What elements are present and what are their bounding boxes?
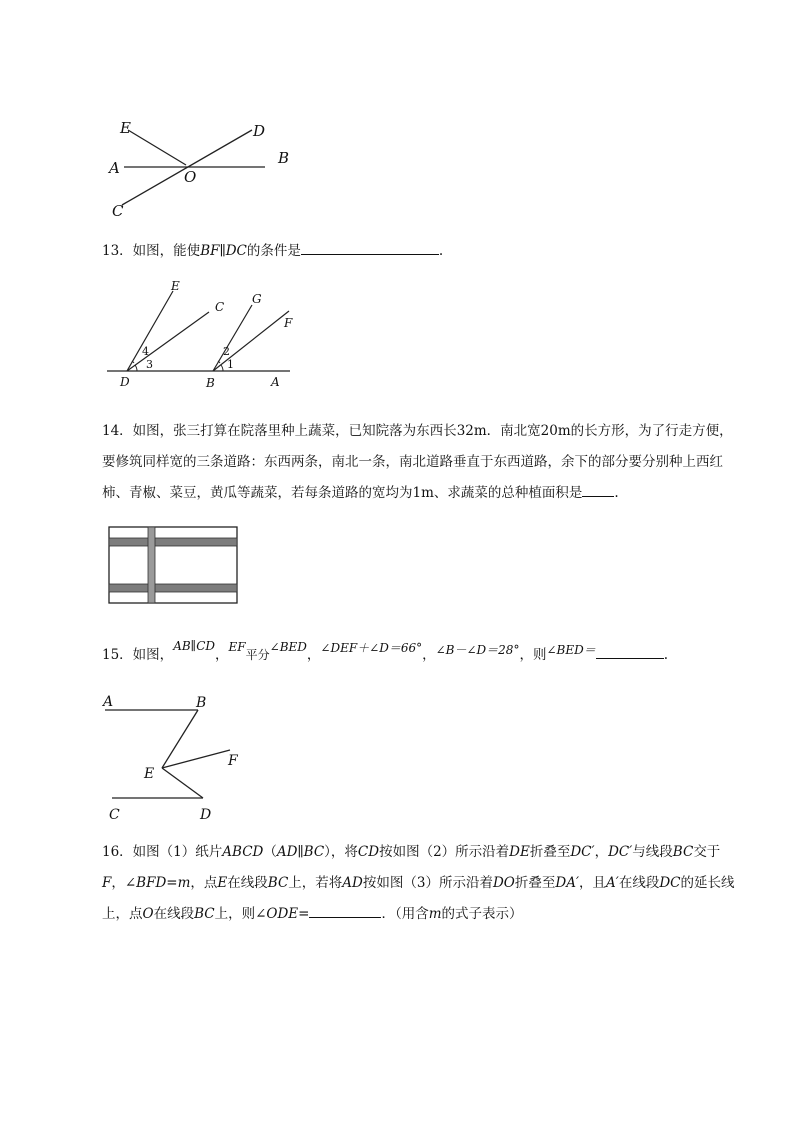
q15-sep-1: ，: [215, 647, 229, 663]
q16-bc-2: BC: [267, 875, 289, 891]
label-o: O: [184, 168, 197, 186]
q16-f: F: [102, 875, 112, 891]
q13-suffix: 的条件是: [246, 243, 301, 259]
q16-e: E: [217, 875, 228, 891]
q14-text-4: 、求蔬菜的总种植面积是: [433, 485, 583, 501]
q14-text-1: 14．如图，张三打算在院落里种上蔬菜，已知院落为东西长: [102, 423, 457, 439]
road-east-west-bottom: [109, 584, 237, 592]
q16-de: DE: [509, 844, 530, 860]
q16-p17: 的延长线上，点: [102, 875, 735, 922]
q15-parallel-condition: AB∥CD: [173, 639, 216, 653]
q16-ad: AD: [342, 875, 363, 891]
label-f: F: [284, 316, 293, 330]
q15-angle-bed: ∠BED: [269, 640, 307, 654]
rays-svg: [105, 275, 305, 395]
q15-target-angle: ∠BED＝: [546, 643, 596, 657]
q16-p15: ，且: [579, 875, 607, 891]
road-east-west-top: [109, 538, 237, 546]
ray-bf: [213, 311, 289, 371]
label-b: B: [278, 149, 290, 167]
label-e: E: [144, 766, 155, 782]
label-d: D: [253, 122, 266, 140]
question-16: [102, 837, 742, 930]
q16-a-prime: A′: [606, 875, 619, 891]
answer-blank-16[interactable]: [309, 903, 381, 918]
label-d: D: [120, 375, 130, 389]
q15-sep-3: ，: [422, 647, 436, 663]
q15-condition-sum: ∠DEF＋∠D＝66°: [320, 641, 423, 655]
q15-condition-diff: ∠B－∠D＝28°: [435, 643, 520, 657]
road-north-south: [148, 527, 155, 603]
answer-blank-15[interactable]: [596, 644, 664, 659]
label-c: C: [109, 807, 120, 823]
q16-p3: ），将: [324, 844, 358, 860]
q16-bc-1: BC: [672, 844, 694, 860]
q15-ef: EF: [228, 640, 246, 654]
figure-intersecting-lines: [100, 115, 300, 225]
q16-p9: ，: [111, 875, 125, 891]
figure-garden-roads: [108, 526, 240, 606]
intersecting-lines-svg: [100, 115, 300, 225]
answer-blank-13[interactable]: [301, 240, 439, 255]
label-d: D: [200, 807, 212, 823]
q16-dc-3: DC: [659, 875, 681, 891]
q13-end: .: [438, 243, 444, 259]
q16-p7: 与线段: [632, 844, 673, 860]
q16-dc-prime-2: DC′: [608, 844, 633, 860]
figure-rays: [105, 275, 305, 395]
garden-svg: [108, 526, 240, 606]
ray-dc: [127, 312, 209, 371]
question-13: [102, 236, 742, 267]
q16-p16: 在线段: [618, 875, 660, 891]
line-eo: [128, 130, 186, 165]
q16-p18: 在线段: [153, 906, 195, 922]
q16-ad-parallel-bc: AD∥BC: [276, 844, 325, 860]
q16-p4: 按如图（2）所示沿着: [379, 844, 510, 860]
label-a: A: [103, 694, 114, 710]
q16-p13: 按如图（3）所示沿着: [362, 875, 493, 891]
q16-p1: 16．如图（1）纸片: [102, 844, 223, 860]
q15-end: .: [663, 647, 669, 663]
q16-p2: （: [263, 844, 277, 860]
q15-sep-4: ，则: [519, 647, 547, 663]
q16-o: O: [142, 906, 154, 922]
angle-arc-1: [221, 365, 223, 371]
label-e: E: [120, 119, 131, 137]
answer-blank-14[interactable]: [582, 482, 614, 497]
q16-p20: ．（用含: [381, 906, 429, 922]
label-c: C: [215, 300, 225, 314]
q14-width: 20m: [540, 423, 571, 439]
label-a: A: [109, 159, 120, 177]
q16-do: DO: [492, 875, 515, 891]
q16-p8: 交于: [693, 844, 721, 860]
label-b: B: [196, 695, 207, 711]
q14-text-3: 的长方形，为了行走方便，要修筑同样宽的三条道路：东西两条，南北一条，南北道路垂直于东西道路，余下的部分要分别种上西红柿、青椒、菜豆，黄瓜等蔬菜，若每条道路的宽均为: [102, 423, 733, 501]
q15-sep-2: ，: [306, 647, 321, 663]
label-b: B: [206, 376, 215, 390]
q16-p5: 折叠至: [529, 844, 571, 860]
figure-parallel-lines: [100, 688, 260, 828]
q15-prefix: 15．如图，: [102, 647, 174, 663]
q16-angle-ode: ∠ODE=: [255, 906, 310, 922]
q14-road-width: 1m: [412, 485, 434, 501]
label-angle-4: 4: [142, 345, 149, 358]
q16-p6: ，: [594, 844, 609, 860]
q16-p19: 上，则: [214, 906, 256, 922]
q16-p21: 的式子表示）: [441, 906, 523, 922]
q13-prefix: 13．如图，能使: [102, 243, 201, 259]
label-angle-2: 2: [223, 345, 230, 358]
q16-da-prime: DA′: [555, 875, 580, 891]
q16-p14: 折叠至: [514, 875, 556, 891]
q16-bc-3: BC: [194, 906, 215, 922]
q16-abcd: ABCD: [222, 844, 264, 860]
label-f: F: [228, 753, 238, 769]
q16-p11: 在线段: [227, 875, 268, 891]
q16-cd: CD: [357, 844, 380, 860]
q15-bisects: 平分: [245, 648, 270, 662]
q16-angle-bfd: ∠BFD=m: [124, 875, 191, 891]
label-c: C: [112, 202, 124, 220]
label-a: A: [271, 375, 280, 389]
q16-m: m: [428, 906, 442, 922]
label-angle-1: 1: [227, 358, 234, 371]
label-e: E: [171, 279, 180, 293]
q14-length: 32m: [456, 423, 487, 439]
label-g: G: [252, 292, 262, 306]
q16-p12: 上，若将: [288, 875, 343, 891]
segment-ed: [162, 768, 203, 798]
angle-arc-3: [135, 365, 137, 371]
q14-text-2: ．南北宽: [486, 423, 541, 439]
q16-dc-prime-1: DC′: [570, 844, 595, 860]
q16-p10: ，点: [190, 875, 218, 891]
q13-condition: BF∥DC: [200, 243, 247, 259]
question-14: [102, 416, 742, 509]
label-angle-3: 3: [146, 358, 153, 371]
question-15: [102, 640, 742, 671]
q14-end: .: [614, 485, 619, 501]
parallel-lines-svg: [100, 688, 260, 828]
